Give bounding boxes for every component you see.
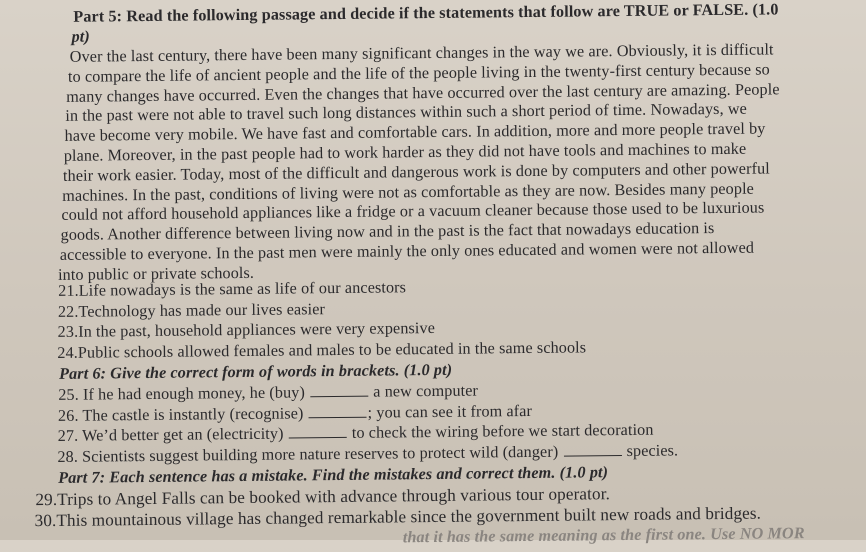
part6-heading: Part 6: Give the correct form of words in brackets. (1.0 pt) [58, 360, 453, 383]
question-text-after: species. [622, 440, 679, 460]
error-correction-item: 29.Trips to Angel Falls can be booked with advance through various tour operator. [35, 484, 611, 510]
cut-off-instruction: that it has the same meaning as the first one. Use NO MOR [402, 524, 805, 547]
answer-blank[interactable] [563, 443, 621, 457]
passage-line: many changes have occurred. Even the changes that have occurred over the last century are amazing. People [66, 79, 780, 106]
passage-line: could not afford household appliances like a fridge or a vacuum cleaner because those used to be luxurious [61, 198, 765, 225]
passage-line: into public or private schools. [57, 263, 255, 284]
question-text-after: ; you can see it from afar [367, 401, 533, 422]
part5-heading-tail: pt) [71, 27, 90, 46]
passage-line: have become very mobile. We have fast and comfortable cars. In addition, more and more people travel by [64, 119, 766, 146]
question-text: 26. The castle is instantly (recognise) [57, 403, 308, 425]
statement-item: 21.Life nowadays is the same as life of our ancestors [58, 278, 407, 300]
passage-line: accessible to everyone. In the past men were mainly the only ones educated and women were not allowed [59, 238, 755, 264]
error-correction-item: 30.This mountainous village has changed remarkable since the government built new roads and bridges. [34, 503, 762, 531]
passage-line: Over the last century, there have been many significant changes in the way we are. Obviously, it is difficult [69, 40, 774, 66]
answer-blank[interactable] [309, 404, 367, 418]
answer-blank[interactable] [289, 425, 347, 439]
passage-line: plane. Moreover, in the past people had to work harder as they did not have tools and machines to make [63, 139, 747, 165]
question-text: 25. If he had enough money, he (buy) [58, 383, 310, 404]
question-text: 28. Scientists suggest building more nature reserves to protect wild (danger) [57, 442, 563, 466]
passage-line: to compare the life of ancient people and the life of the people living in the twenty-first century because so [67, 60, 770, 86]
passage-line: their work easier. Today, most of the difficult and dangerous work is done by computers and other powerful [62, 159, 770, 185]
statement-item: 22.Technology has made our lives easier [57, 299, 326, 321]
statement-item: 23.In the past, household appliances were very expensive [57, 318, 436, 341]
part5-heading: Part 5: Read the following passage and decide if the statements that follow are TRUE or FALSE. (1.0 [73, 0, 779, 26]
part7-heading: Part 7: Each sentence has a mistake. Find the mistakes and correct them. (1.0 pt) [58, 463, 609, 487]
passage-line: machines. In the past, conditions of living were not as comfortable as they are now. Besides many people [62, 179, 755, 205]
question-text-after: a new computer [368, 381, 479, 401]
statement-item: 24.Public schools allowed females and males to be educated in the same schools [57, 337, 587, 362]
passage-line: in the past were not able to travel such long distances within such a short period of time. Nowadays, we [65, 100, 748, 126]
answer-blank[interactable] [310, 384, 368, 398]
question-text: 27. We’d better get an (electricity) [57, 424, 288, 445]
passage-line: goods. Another difference between living now and in the past is the fact that nowadays education is [60, 219, 715, 245]
question-text-after: to check the wiring before we start decoration [347, 420, 654, 442]
